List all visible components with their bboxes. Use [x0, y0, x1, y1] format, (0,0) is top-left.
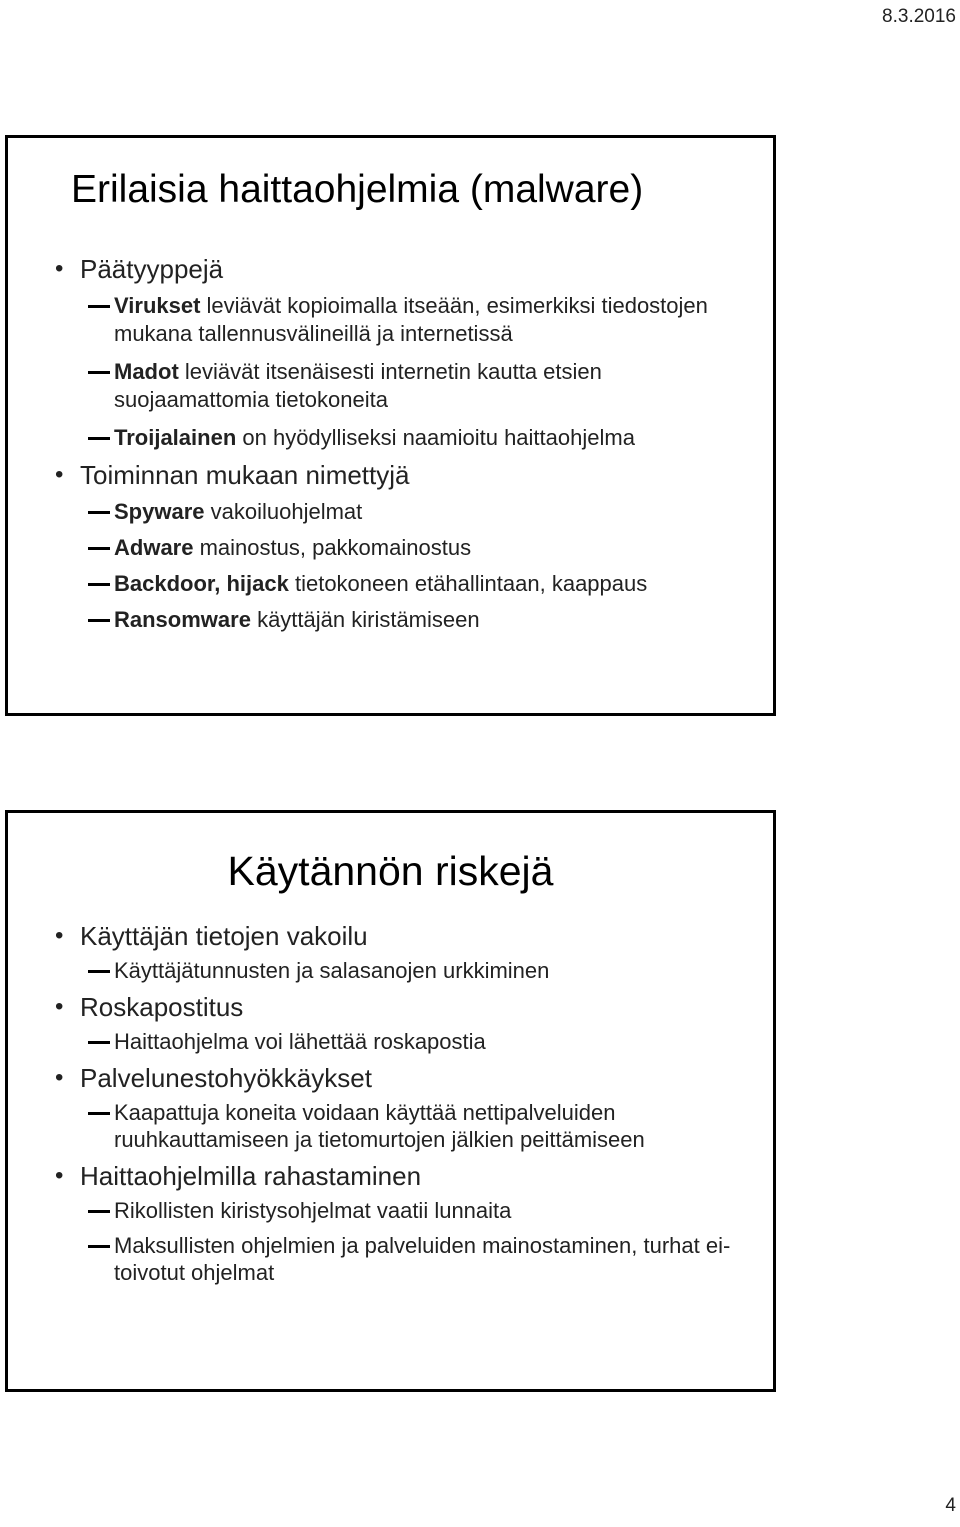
sub-bullet-item	[8, 1197, 773, 1224]
term: Troijalainen	[114, 425, 237, 450]
sub-bullet-item	[8, 957, 773, 984]
dash-icon	[88, 1210, 110, 1213]
description: leviävät kopioimalla itseään, esimerkiksi tiedostojen mukana tallennusvälineillä ja internetissä	[114, 293, 708, 346]
description: vakoiluohjelmat	[204, 499, 363, 524]
bullet-icon: •	[55, 993, 64, 1020]
bullet-label: Käyttäjän tietojen vakoilu	[80, 921, 368, 951]
description: tietokoneen etähallintaan, kaappaus	[288, 571, 648, 596]
slide-title: Käytännön riskejä	[227, 848, 554, 894]
sub-bullet-item	[8, 534, 773, 562]
term: Backdoor, hijack	[114, 571, 289, 596]
slide-body	[8, 252, 773, 642]
dash-icon	[88, 371, 110, 374]
bullet-icon: •	[55, 255, 64, 282]
bullet-item	[8, 460, 773, 490]
bullet-label: Päätyyppejä	[80, 254, 224, 284]
bullet-item	[8, 1063, 773, 1093]
page-date: 8.3.2016	[882, 6, 956, 27]
description: on hyödylliseksi naamioitu haittaohjelma	[236, 425, 635, 450]
slide-practical-risks	[5, 810, 776, 1392]
term: Virukset	[114, 293, 201, 318]
bullet-item	[8, 992, 773, 1022]
term: Adware	[114, 535, 194, 560]
dash-icon	[88, 970, 110, 973]
dash-icon	[88, 437, 110, 440]
sub-bullet-text: Kaapattuja koneita voidaan käyttää nettipalveluiden ruuhkauttamiseen ja tietomurtojen jälkien peittämiseen	[114, 1100, 645, 1152]
bullet-label: Palvelunestohyökkäykset	[80, 1063, 372, 1093]
bullet-item	[8, 1161, 773, 1191]
bullet-item	[8, 254, 773, 284]
sub-bullet-item	[8, 570, 773, 598]
sub-bullet-text: Rikollisten kiristysohjelmat vaatii lunnaita	[114, 1198, 512, 1223]
slide-body	[8, 921, 773, 1294]
dash-icon	[88, 511, 110, 514]
sub-bullet-text: Haittaohjelma voi lähettää roskapostia	[114, 1029, 486, 1054]
sub-bullet-item	[8, 292, 773, 348]
bullet-label: Roskapostitus	[80, 992, 244, 1022]
description: mainostus, pakkomainostus	[193, 535, 472, 560]
sub-bullet-item	[8, 1028, 773, 1055]
bullet-label: Haittaohjelmilla rahastaminen	[80, 1161, 422, 1191]
description: leviävät itsenäisesti internetin kautta etsien suojaamattomia tietokoneita	[114, 359, 602, 412]
dash-icon	[88, 1112, 110, 1115]
description: käyttäjän kiristämiseen	[250, 607, 480, 632]
term: Madot	[114, 359, 179, 384]
dash-icon	[88, 583, 110, 586]
sub-bullet-text: Maksullisten ohjelmien ja palveluiden mainostaminen, turhat ei-toivotut ohjelmat	[114, 1233, 731, 1285]
bullet-icon: •	[55, 922, 64, 949]
sub-bullet-item	[8, 498, 773, 526]
slide-title: Erilaisia haittaohjelmia (malware)	[71, 168, 644, 211]
term: Spyware	[114, 499, 205, 524]
sub-bullet-text: Käyttäjätunnusten ja salasanojen urkkiminen	[114, 958, 550, 983]
dash-icon	[88, 305, 110, 308]
page-number: 4	[945, 1495, 956, 1516]
dash-icon	[88, 619, 110, 622]
sub-bullet-item	[8, 606, 773, 634]
sub-bullet-item	[8, 1232, 773, 1286]
dash-icon	[88, 547, 110, 550]
bullet-label: Toiminnan mukaan nimettyjä	[80, 460, 410, 490]
bullet-icon: •	[55, 1064, 64, 1091]
term: Ransomware	[114, 607, 251, 632]
slide-malware-types	[5, 135, 776, 716]
sub-bullet-item	[8, 424, 773, 452]
bullet-icon: •	[55, 1162, 64, 1189]
sub-bullet-item	[8, 1099, 773, 1153]
dash-icon	[88, 1245, 110, 1248]
bullet-icon: •	[55, 461, 64, 488]
bullet-item	[8, 921, 773, 951]
dash-icon	[88, 1041, 110, 1044]
sub-bullet-item	[8, 358, 773, 414]
